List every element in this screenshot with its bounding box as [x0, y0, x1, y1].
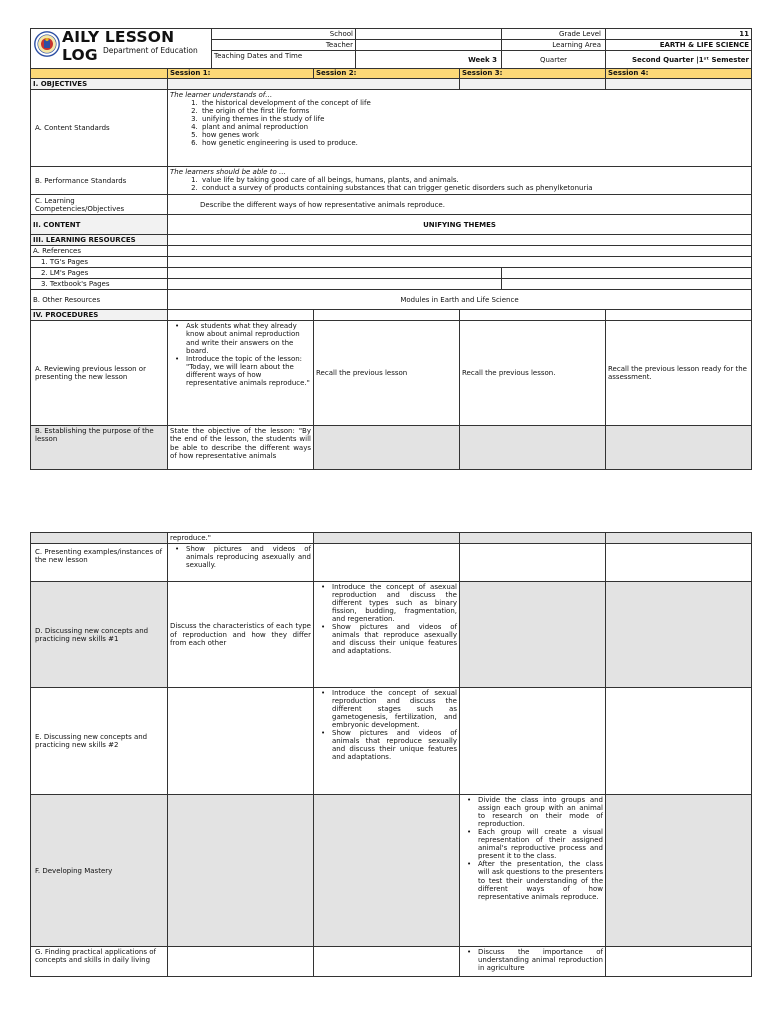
textbook-pages-label: 3. Textbook's Pages — [31, 279, 168, 290]
department-name: Department of Education — [103, 46, 198, 55]
list-item: • Divide the class into groups and assign each group with an animal to research on their mode of reproduction. — [478, 796, 603, 828]
procedure-b-session-1-cont: reproduce." — [168, 533, 314, 544]
list-item: • Show pictures and videos of animals that reproduce sexually and discuss their unique features and adaptations. — [332, 729, 457, 761]
procedure-a-session-3: Recall the previous lesson. — [460, 321, 606, 426]
other-resources-label: B. Other Resources — [31, 290, 168, 310]
teacher-label: Teacher — [212, 40, 356, 51]
list-item: • Each group will create a visual representation of their assigned animal's reproductive process and present it to the class. — [478, 828, 603, 860]
procedure-e-session-2 — [314, 688, 460, 795]
grade-level-label: Grade Level — [502, 29, 606, 40]
content-value: UNIFYING THEMES — [168, 215, 752, 235]
procedure-a-label-text: A. Reviewing previous lesson or presenting the new lesson — [35, 365, 146, 382]
procedure-b-label: B. Establishing the purpose of the lesson — [31, 426, 168, 470]
content-standards-cell — [168, 90, 752, 167]
list-item: 1. value life by taking good care of all beings, humans, plants, and animals. — [200, 176, 749, 184]
content-standards-intro: The learner understands of… — [170, 91, 273, 100]
school-label: School — [212, 29, 356, 40]
content-standards-label: A. Content Standards — [31, 90, 168, 167]
lesson-log-table-page-1 — [30, 28, 752, 470]
session-1-header: Session 1: — [168, 69, 314, 79]
list-item: • Discuss the importance of understanding animal reproduction in agriculture — [478, 948, 603, 972]
procedure-e-label: E. Discussing new concepts and practicing new skills #2 — [31, 688, 168, 795]
procedure-f-label: F. Developing Mastery — [31, 795, 168, 947]
procedures-heading: IV. PROCEDURES — [31, 310, 168, 321]
procedure-d-label: D. Discussing new concepts and practicing new skills #1 — [31, 582, 168, 688]
procedure-a-label — [31, 321, 168, 426]
performance-standards-cell — [168, 167, 752, 195]
document-page-2 — [30, 532, 751, 977]
quarter-value: Second Quarter |1ˢᵗ Semester — [606, 51, 752, 69]
procedure-c-label: C. Presenting examples/instances of the new lesson — [31, 544, 168, 582]
content-heading: II. CONTENT — [31, 215, 168, 235]
session-header-row — [31, 69, 752, 79]
performance-standards-intro: The learners should be able to … — [170, 168, 287, 177]
learning-resources-heading: III. LEARNING RESOURCES — [31, 235, 168, 246]
references-label: A. References — [31, 246, 168, 257]
list-item: • Introduce the concept of asexual reproduction and discuss the different types such as binary fission, budding, fragmentation, and regeneration. — [332, 583, 457, 623]
list-item: 1. the historical development of the concept of life — [200, 99, 749, 107]
lm-pages-label: 2. LM's Pages — [31, 268, 168, 279]
procedure-g-session-3 — [460, 947, 606, 977]
list-item: 3. unifying themes in the study of life — [200, 115, 749, 123]
procedure-d-session-1: Discuss the characteristics of each type of reproduction and how they differ from each other — [168, 582, 314, 688]
tg-pages-label: 1. TG's Pages — [31, 257, 168, 268]
deped-seal-icon — [34, 31, 60, 57]
list-item: • Introduce the concept of sexual reproduction and discuss the different stages such as gametogenesis, fertilization, and embryonic development. — [332, 689, 457, 729]
learning-area-label: Learning Area — [502, 40, 606, 51]
list-item: 6. how genetic engineering is used to produce. — [200, 139, 749, 147]
week-value: Week 3 — [356, 51, 502, 69]
procedure-g-label: G. Finding practical applications of concepts and skills in daily living — [31, 947, 168, 977]
learning-area-value: EARTH & LIFE SCIENCE — [606, 40, 752, 51]
procedure-a-session-4: Recall the previous lesson ready for the assessment. — [606, 321, 752, 426]
procedure-f-session-3 — [460, 795, 606, 947]
list-item: 5. how genes work — [200, 131, 749, 139]
session-3-header: Session 3: — [460, 69, 606, 79]
header-logo-block — [31, 29, 212, 69]
document-title: AILY LESSON LOG — [62, 28, 175, 64]
list-item: • After the presentation, the class will ask questions to the presenters to test their understanding of the different ways of how representative animals reproduce. — [478, 860, 603, 900]
objectives-heading: I. OBJECTIVES — [31, 79, 168, 90]
list-item: • Introduce the topic of the lesson: "Today, we will learn about the different ways of how representative animals reproduce." — [186, 355, 311, 387]
school-value — [356, 29, 502, 40]
procedure-b-session-1: State the objective of the lesson: "By the end of the lesson, the students will be able to describe the different ways of how representative animals — [168, 426, 314, 470]
performance-standards-list — [200, 176, 749, 192]
document-page-1 — [30, 28, 751, 470]
learning-competencies-label: C. Learning Competencies/Objectives — [31, 195, 168, 215]
list-item: • Show pictures and videos of animals that reproduce asexually and discuss their unique features and adaptations. — [332, 623, 457, 655]
procedure-c-session-1 — [168, 544, 314, 582]
list-item: • Show pictures and videos of animals reproducing asexually and sexually. — [186, 545, 311, 569]
performance-standards-label: B. Performance Standards — [31, 167, 168, 195]
list-item: 4. plant and animal reproduction — [200, 123, 749, 131]
learning-competencies-text: Describe the different ways of how representative animals reproduce. — [168, 195, 752, 215]
list-item: 2. the origin of the first life forms — [200, 107, 749, 115]
teacher-value — [356, 40, 502, 51]
procedure-d-session-2 — [314, 582, 460, 688]
content-standards-list — [200, 99, 749, 147]
lesson-log-table-page-2 — [30, 532, 752, 977]
grade-level-value: 11 — [606, 29, 752, 40]
session-4-header: Session 4: — [606, 69, 752, 79]
teaching-dates-label: Teaching Dates and Time — [212, 51, 356, 69]
quarter-label: Quarter — [502, 51, 606, 69]
list-item: 2. conduct a survey of products containing substances that can trigger genetic disorders such as phenylketonuria — [200, 184, 749, 192]
procedure-a-session-1 — [168, 321, 314, 426]
procedure-a-session-2: Recall the previous lesson — [314, 321, 460, 426]
list-item: • Ask students what they already know about animal reproduction and write their answers on the board. — [186, 322, 311, 354]
session-2-header: Session 2: — [314, 69, 460, 79]
other-resources-value: Modules in Earth and Life Science — [168, 290, 752, 310]
